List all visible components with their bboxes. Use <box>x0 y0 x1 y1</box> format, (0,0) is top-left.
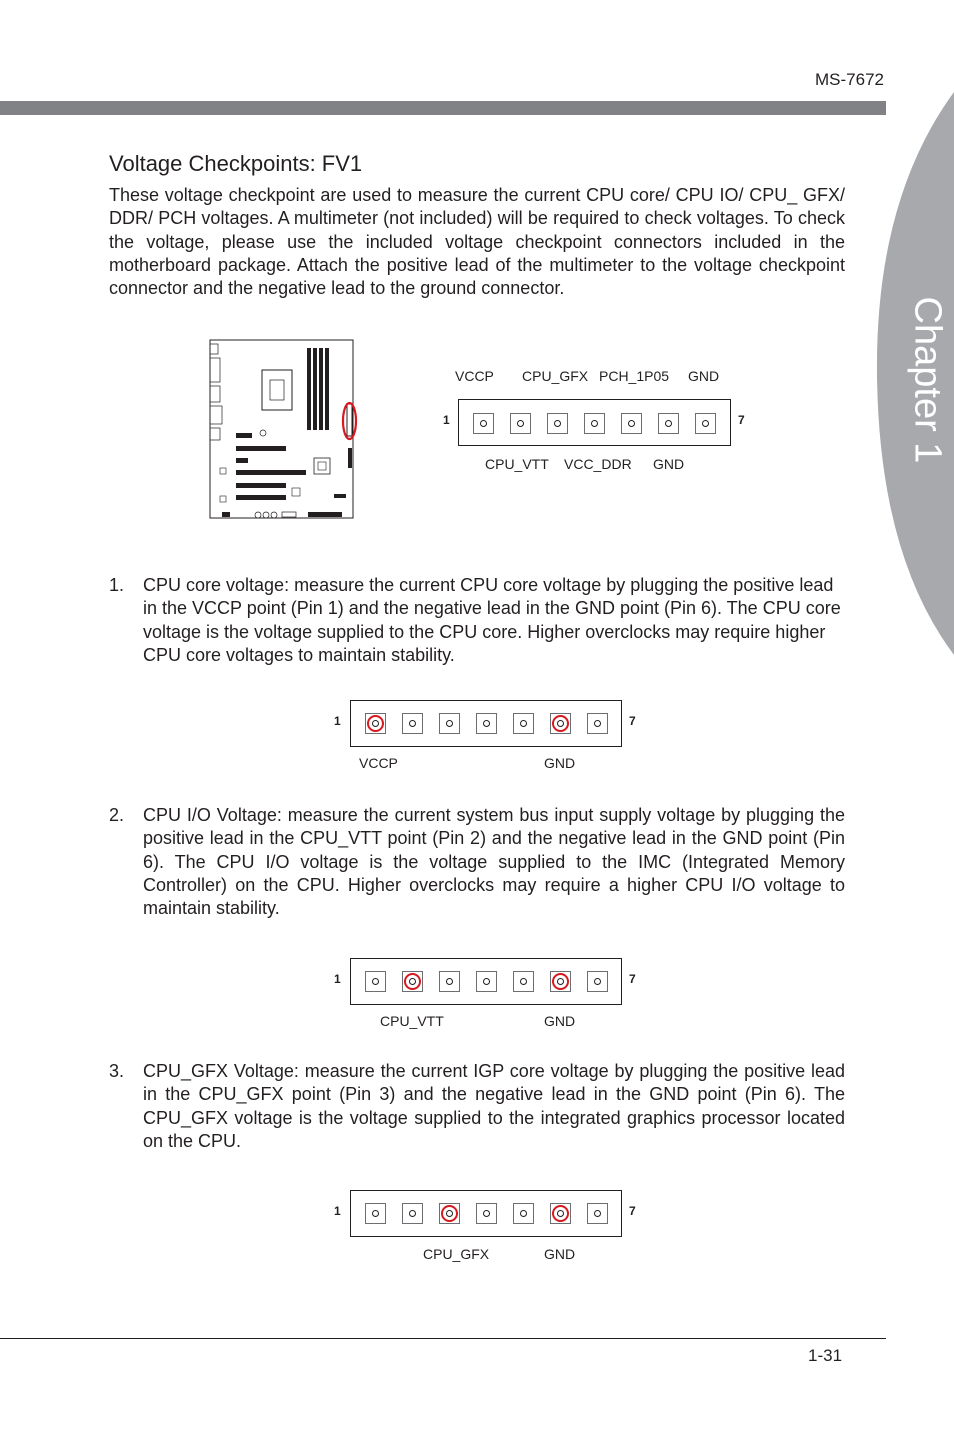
pin-4 <box>476 713 497 734</box>
pin-label-cpu-vtt: CPU_VTT <box>485 456 549 472</box>
page-number: 1-31 <box>808 1346 843 1365</box>
pin-6 <box>658 413 679 434</box>
pin-label-positive: VCCP <box>359 755 398 771</box>
pin-number-first: 1 <box>443 413 450 427</box>
header-bar <box>0 101 886 115</box>
pin-7 <box>587 1203 608 1224</box>
list-item-text: CPU I/O Voltage: measure the current system bus input supply voltage by plugging the positive lead in the CPU_VTT point (Pin 2) and the negative lead in the GND point (Pin 6). The CPU I/O voltage is the voltage supplied to the IMC (Integrated Memory Controller) on the CPU. Higher overclocks may require a higher CPU I/O voltage to maintain stability. <box>143 805 845 919</box>
pin-3 <box>547 413 568 434</box>
pin-label-negative: GND <box>544 755 576 771</box>
voltage-header-vccp <box>350 700 622 747</box>
pin-label-cpu-gfx: CPU_GFX <box>522 368 589 384</box>
pin-label-negative: GND <box>544 1013 576 1029</box>
pin-2 <box>402 1203 423 1224</box>
voltage-header-main <box>458 399 731 446</box>
chapter-tab-label: Chapter 1 <box>906 296 949 464</box>
model-number: MS-7672 <box>815 70 884 89</box>
pin-3 <box>439 971 460 992</box>
pin-2 <box>402 713 423 734</box>
highlight-ring-pin-2 <box>404 973 421 990</box>
pin-number-first: 1 <box>334 1204 341 1218</box>
footer-rule <box>0 1338 886 1339</box>
pin-number-last: 7 <box>629 972 636 986</box>
pin-1 <box>365 971 386 992</box>
pin-4 <box>476 971 497 992</box>
list-item-text: CPU core voltage: measure the current CPU core voltage by plugging the positive lead in the VCCP point (Pin 1) and the negative lead in the GND point (Pin 6). The CPU core voltage is the voltage supplied to the CPU core. Higher overclocks may require higher CPU core voltages to maintain stability. <box>143 575 841 665</box>
highlight-ring-pin-3 <box>441 1205 458 1222</box>
highlight-ring-pin-6 <box>552 715 569 732</box>
pin-label-gnd-top: GND <box>688 368 720 384</box>
pin-5 <box>621 413 642 434</box>
list-item-number: 2. <box>109 805 125 825</box>
section-title: Voltage Checkpoints: FV1 <box>109 151 363 176</box>
pin-number-last: 7 <box>629 1204 636 1218</box>
intro-paragraph: These voltage checkpoint are used to measure the current CPU core/ CPU IO/ CPU_ GFX/ DDR/ PCH voltages. A multimeter (not included) will be required to check voltages. To check the voltage, please use the included voltage checkpoint connectors included in the motherboard package. Attach the positive lead of the multimeter to the voltage checkpoint connector and the negative lead to the ground connector. <box>109 185 845 299</box>
pin-1 <box>473 413 494 434</box>
pin-7 <box>695 413 716 434</box>
pin-2 <box>510 413 531 434</box>
voltage-header-cpu-vtt <box>350 958 622 1005</box>
pin-label-pch-1p05: PCH_1P05 <box>599 368 670 384</box>
voltage-header-cpu-gfx <box>350 1190 622 1237</box>
pin-5 <box>513 1203 534 1224</box>
list-item-number: 1. <box>109 575 125 595</box>
highlight-ring-pin-1 <box>367 715 384 732</box>
pin-7 <box>587 971 608 992</box>
pin-number-last: 7 <box>738 413 745 427</box>
motherboard-diagram <box>208 338 363 523</box>
pin-5 <box>513 971 534 992</box>
pin-label-vccp: VCCP <box>455 368 494 384</box>
list-item-text: CPU_GFX Voltage: measure the current IGP core voltage by plugging the positive lead in the CPU_GFX point (Pin 3) and the negative lead in the GND point (Pin 6). The CPU_GFX voltage is the voltage supplied to the integrated graphics processor located on the CPU. <box>143 1061 845 1151</box>
pin-label-gnd-bottom: GND <box>653 456 685 472</box>
pin-number-first: 1 <box>334 714 341 728</box>
pin-5 <box>513 713 534 734</box>
highlight-ring-pin-6 <box>552 973 569 990</box>
pin-label-positive: CPU_VTT <box>380 1013 444 1029</box>
pin-3 <box>439 713 460 734</box>
pin-4 <box>584 413 605 434</box>
pin-7 <box>587 713 608 734</box>
pin-number-first: 1 <box>334 972 341 986</box>
pin-label-vcc-ddr: VCC_DDR <box>564 456 632 472</box>
pin-number-last: 7 <box>629 714 636 728</box>
list-item-number: 3. <box>109 1061 125 1081</box>
pin-label-positive: CPU_GFX <box>423 1246 490 1262</box>
pin-1 <box>365 1203 386 1224</box>
pin-label-negative: GND <box>544 1246 576 1262</box>
pin-4 <box>476 1203 497 1224</box>
highlight-ring-pin-6 <box>552 1205 569 1222</box>
